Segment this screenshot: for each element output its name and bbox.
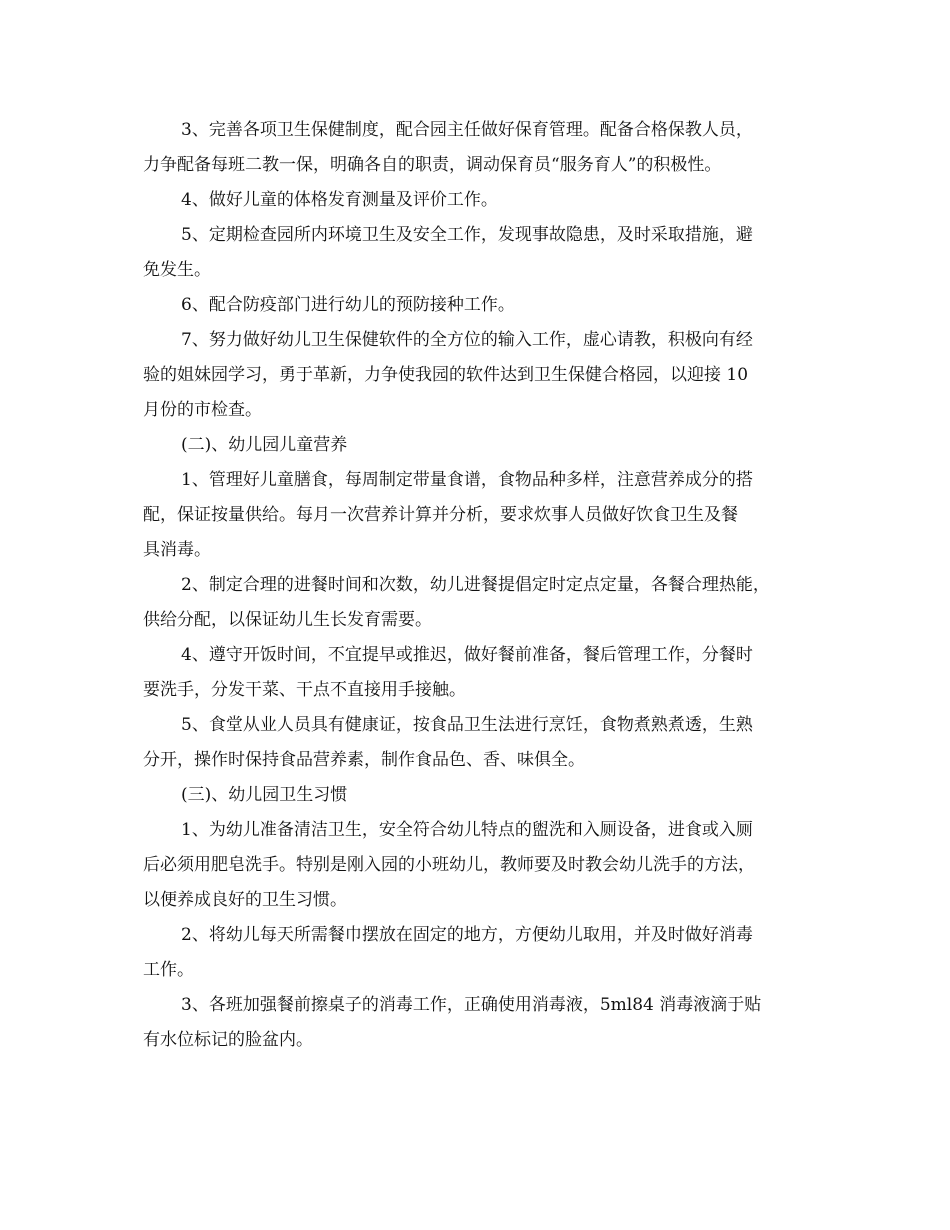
paragraph-item-4 (143, 183, 813, 218)
text-line: 3、完善各项卫生保健制度，配合园主任做好保育管理。配备合格保教人员， (181, 120, 753, 140)
text-line: 配，保证按量供给。每月一次营养计算并分析，要求炊事人员做好饮食卫生及餐 (143, 505, 738, 525)
text-line: 5、食堂从业人员具有健康证，按食品卫生法进行烹饪，食物煮熟煮透，生熟 (181, 715, 753, 735)
text-line: 2、制定合理的进餐时间和次数，幼儿进餐提倡定时定点定量，各餐合理热能， (181, 575, 770, 595)
text-line: 有水位标记的脸盆内。 (143, 1030, 313, 1050)
paragraph-item-5 (143, 218, 813, 288)
paragraph-item-3 (143, 113, 813, 183)
paragraph-nutrition-1 (143, 463, 813, 568)
text-line: 1、管理好儿童膳食，每周制定带量食谱，食物品种多样，注意营养成分的搭 (181, 470, 753, 490)
text-line: 2、将幼儿每天所需餐巾摆放在固定的地方，方便幼儿取用，并及时做好消毒 (181, 925, 753, 945)
text-line: 后必须用肥皂洗手。特别是刚入园的小班幼儿，教师要及时教会幼儿洗手的方法， (143, 855, 755, 875)
paragraph-nutrition-2 (143, 568, 813, 638)
text-line: 1、为幼儿准备清洁卫生，安全符合幼儿特点的盥洗和入厕设备，进食或入厕 (181, 820, 753, 840)
text-line: 工作。 (143, 960, 194, 980)
text-line: 具消毒。 (143, 540, 211, 560)
text-line: 供给分配，以保证幼儿生长发育需要。 (143, 610, 432, 630)
text-line: 6、配合防疫部门进行幼儿的预防接种工作。 (181, 295, 515, 315)
paragraph-hygiene-2 (143, 918, 813, 988)
paragraph-nutrition-4 (143, 638, 813, 708)
paragraph-nutrition-5 (143, 708, 813, 778)
text-line: (三)、幼儿园卫生习惯 (181, 785, 348, 805)
text-line: 分开，操作时保持食品营养素，制作食品色、香、味俱全。 (143, 750, 585, 770)
text-line: (二)、幼儿园儿童营养 (181, 435, 348, 455)
text-line: 3、各班加强餐前擦桌子的消毒工作，正确使用消毒液，5ml84 消毒液滴于贴 (181, 995, 762, 1015)
document-body (143, 113, 813, 1058)
section-heading-hygiene (143, 778, 813, 813)
paragraph-item-6 (143, 288, 813, 323)
text-line: 5、定期检查园所内环境卫生及安全工作，发现事故隐患，及时采取措施，避 (181, 225, 753, 245)
paragraph-hygiene-3 (143, 988, 813, 1058)
text-line: 月份的市检查。 (143, 400, 262, 420)
section-heading-nutrition (143, 428, 813, 463)
paragraph-hygiene-1 (143, 813, 813, 918)
paragraph-item-7 (143, 323, 813, 428)
text-line: 7、努力做好幼儿卫生保健软件的全方位的输入工作，虚心请教，积极向有经 (181, 330, 753, 350)
text-line: 4、遵守开饭时间，不宜提早或推迟，做好餐前准备，餐后管理工作，分餐时 (181, 645, 753, 665)
text-line: 力争配备每班二教一保，明确各自的职责，调动保育员“服务育人”的积极性。 (143, 155, 722, 175)
text-line: 4、做好儿童的体格发育测量及评价工作。 (181, 190, 498, 210)
text-line: 免发生。 (143, 260, 211, 280)
text-line: 以便养成良好的卫生习惯。 (143, 890, 347, 910)
text-line: 验的姐妹园学习，勇于革新，力争使我园的软件达到卫生保健合格园，以迎接 10 (143, 365, 749, 385)
text-line: 要洗手，分发干菜、干点不直接用手接触。 (143, 680, 466, 700)
